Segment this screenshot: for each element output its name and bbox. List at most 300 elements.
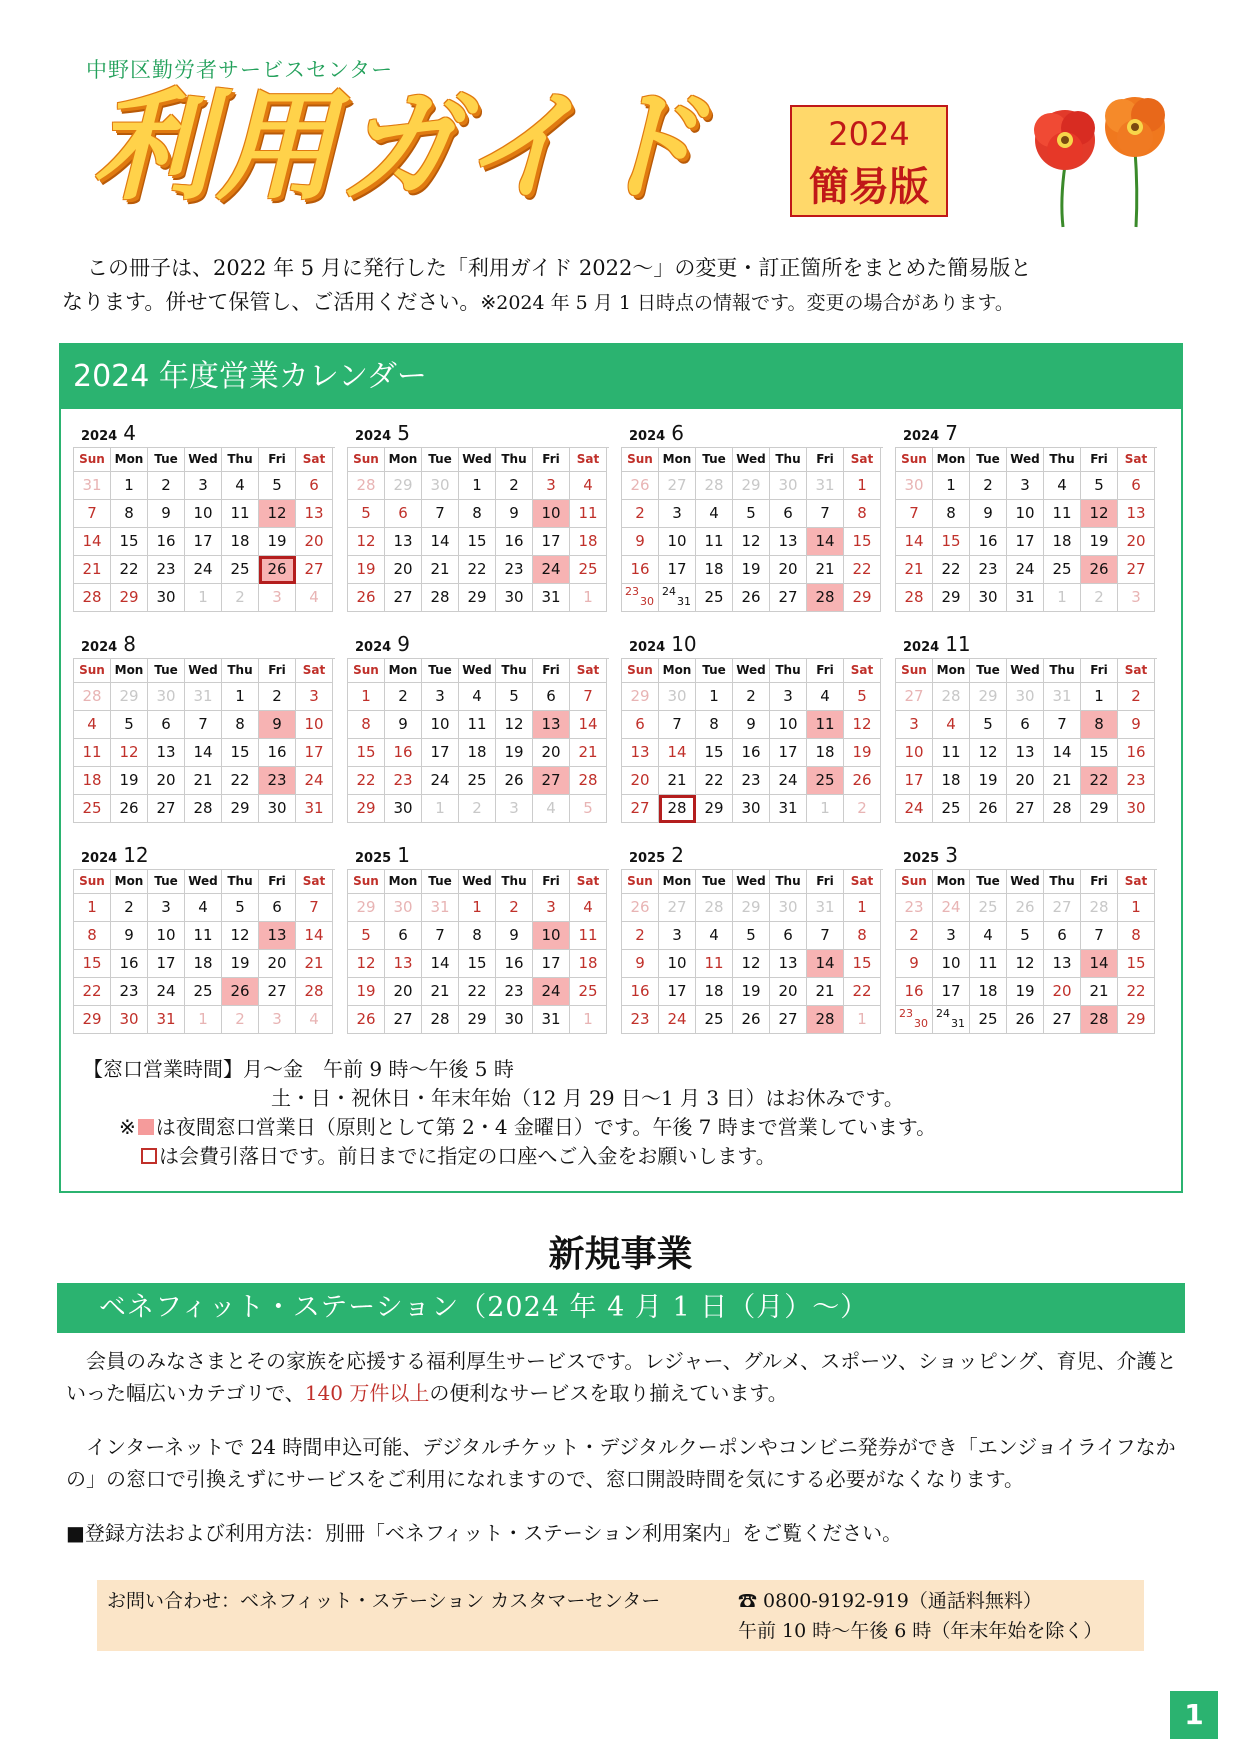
day-cell: 8 [348,711,385,739]
day-cell: 31 [296,795,333,823]
day-cell: 17 [533,528,570,556]
day-cell: 5 [111,711,148,739]
day-cell: 21 [422,556,459,584]
day-cell: 10 [659,950,696,978]
day-cell: 1 [807,795,844,823]
day-cell: 19 [222,950,259,978]
month-grid [73,447,335,612]
day-cell: 9 [111,922,148,950]
day-cell: 1 [1044,584,1081,612]
weekday-header: Wed [459,659,496,683]
day-number: 31 [951,1017,965,1030]
day-cell: 12 [733,528,770,556]
day-cell: 18 [570,528,607,556]
night-service-day-cell: 23 [259,767,296,795]
day-cell: 5 [970,711,1007,739]
weekday-header: Tue [148,448,185,472]
day-cell-double [896,1006,933,1034]
night-service-day-cell: 14 [807,528,844,556]
day-cell: 24 [896,795,933,823]
day-cell: 2 [622,922,659,950]
day-cell: 1 [844,1006,881,1034]
day-cell: 31 [807,894,844,922]
day-cell: 23 [733,767,770,795]
day-cell: 12 [496,711,533,739]
day-cell: 28 [696,472,733,500]
day-cell: 2 [1081,584,1118,612]
month-year: 2024 [81,851,118,866]
day-cell: 3 [422,683,459,711]
month-2024-12 [73,843,335,1039]
day-cell: 16 [111,950,148,978]
weekday-header: Sat [844,870,881,894]
benefit-station-bar: ベネフィット・ステーション（2024 年 4 月 1 日（月）～） [57,1283,1185,1333]
day-cell: 5 [844,683,881,711]
day-cell: 29 [1118,1006,1155,1034]
month-grid [621,658,883,823]
day-cell: 28 [933,683,970,711]
day-cell: 20 [1118,528,1155,556]
day-cell: 12 [222,922,259,950]
day-cell: 1 [185,1006,222,1034]
night-service-day-cell: 24 [533,978,570,1006]
contact-hours: 午前 10 時～午後 6 時（年末年始を除く） [738,1620,1103,1642]
day-cell: 20 [622,767,659,795]
day-cell: 7 [807,500,844,528]
day-cell: 12 [1007,950,1044,978]
month-grid [895,658,1157,823]
weekday-header: Fri [807,659,844,683]
day-cell: 10 [422,711,459,739]
day-cell: 8 [459,500,496,528]
weekday-header: Sat [1118,870,1155,894]
day-cell: 25 [1044,556,1081,584]
day-cell: 14 [422,950,459,978]
day-cell: 11 [570,500,607,528]
day-cell: 2 [222,584,259,612]
weekday-header: Tue [148,659,185,683]
day-cell: 27 [770,1006,807,1034]
day-cell: 3 [259,584,296,612]
day-cell: 30 [148,584,185,612]
day-cell: 6 [385,922,422,950]
day-cell: 11 [222,500,259,528]
day-cell: 17 [185,528,222,556]
day-cell: 31 [807,472,844,500]
weekday-header: Wed [185,870,222,894]
day-cell: 1 [1118,894,1155,922]
day-cell: 10 [185,500,222,528]
day-cell: 26 [496,767,533,795]
day-cell: 3 [185,472,222,500]
day-cell: 20 [385,556,422,584]
weekday-header: Thu [222,659,259,683]
month-header [73,632,335,658]
day-number: 30 [914,1017,928,1030]
calendar-panel [59,343,1183,1193]
day-cell: 17 [933,978,970,1006]
month-2024-5 [347,421,609,617]
day-cell: 27 [385,1006,422,1034]
month-header [347,421,609,447]
weekday-header: Tue [696,448,733,472]
month-header [73,843,335,869]
day-cell: 24 [659,1006,696,1034]
weekday-header: Sat [570,448,607,472]
day-cell: 5 [496,683,533,711]
day-cell: 29 [385,472,422,500]
day-cell: 20 [1007,767,1044,795]
day-cell: 3 [1007,472,1044,500]
month-grid [895,869,1157,1034]
day-cell: 23 [496,978,533,1006]
day-cell: 29 [696,795,733,823]
day-cell: 28 [1044,795,1081,823]
day-cell: 20 [770,556,807,584]
day-cell: 10 [1007,500,1044,528]
day-cell: 9 [970,500,1007,528]
night-service-day-cell: 28 [807,1006,844,1034]
day-cell: 1 [111,472,148,500]
day-cell: 17 [296,739,333,767]
day-cell: 22 [1118,978,1155,1006]
weekday-header: Thu [1044,659,1081,683]
day-cell: 26 [1007,894,1044,922]
day-cell: 28 [348,472,385,500]
intro-line-2: なります。併せて保管し、ご活用ください。※2024 年 5 月 1 日時点の情報です。変更の場合があります。 [62,290,1014,314]
weekday-header: Sun [74,659,111,683]
night-service-day-cell: 14 [807,950,844,978]
day-cell: 24 [185,556,222,584]
org-name: 中野区勤労者サービスセンター [86,58,394,82]
weekday-header: Sun [622,448,659,472]
day-cell: 7 [659,711,696,739]
day-cell: 28 [570,767,607,795]
day-cell: 29 [622,683,659,711]
weekday-header: Thu [496,659,533,683]
day-cell: 31 [185,683,222,711]
month-grid [621,447,883,612]
day-cell: 6 [385,500,422,528]
weekday-header: Tue [148,870,185,894]
day-cell: 18 [74,767,111,795]
day-cell: 12 [348,950,385,978]
day-cell: 30 [1118,795,1155,823]
day-cell: 7 [185,711,222,739]
day-cell: 2 [896,922,933,950]
day-cell: 6 [148,711,185,739]
day-cell: 16 [896,978,933,1006]
month-2025-2 [621,843,883,1039]
day-cell: 8 [111,500,148,528]
calendar-notes [83,1055,1163,1171]
day-cell: 1 [696,683,733,711]
day-number: 23 [625,585,639,598]
month-year: 2025 [355,851,392,866]
day-cell: 6 [296,472,333,500]
day-cell: 12 [970,739,1007,767]
day-cell: 22 [111,556,148,584]
day-cell: 24 [422,767,459,795]
page-title: 利用ガイド [92,78,709,217]
day-cell: 29 [733,472,770,500]
month-2025-3 [895,843,1157,1039]
day-cell: 18 [459,739,496,767]
day-cell: 17 [896,767,933,795]
weekday-header: Sat [844,659,881,683]
weekday-header: Mon [111,870,148,894]
month-header [621,421,883,447]
calendar-title: 2024 年度営業カレンダー [61,345,1181,409]
poppy-flowers-illustration [1030,95,1180,230]
day-cell: 18 [933,767,970,795]
contact-box [97,1580,1144,1651]
day-cell: 4 [933,711,970,739]
weekday-header: Thu [770,659,807,683]
day-cell: 1 [459,472,496,500]
weekday-header: Wed [185,448,222,472]
day-cell: 5 [348,922,385,950]
month-number: 2 [671,843,684,867]
day-cell: 5 [1007,922,1044,950]
day-cell: 18 [696,556,733,584]
day-cell: 4 [1044,472,1081,500]
day-cell: 5 [348,500,385,528]
day-cell: 13 [296,500,333,528]
weekday-header: Mon [111,448,148,472]
day-cell: 19 [111,767,148,795]
day-cell: 4 [296,1006,333,1034]
day-cell: 1 [844,894,881,922]
night-note-line: ※ は夜間窓口営業日（原則として第 2・4 金曜日）です。午後 7 時まで営業しています。 [119,1115,937,1139]
day-cell: 17 [422,739,459,767]
edition-badge [790,105,948,217]
day-cell: 11 [570,922,607,950]
day-cell: 1 [570,1006,607,1034]
day-cell: 7 [570,683,607,711]
day-cell: 19 [348,978,385,1006]
day-cell: 29 [348,795,385,823]
month-year: 2024 [355,640,392,655]
day-cell: 17 [533,950,570,978]
day-cell: 16 [148,528,185,556]
day-cell: 9 [496,922,533,950]
day-cell: 21 [1081,978,1118,1006]
day-cell: 29 [111,683,148,711]
day-cell: 3 [259,1006,296,1034]
day-cell: 2 [733,683,770,711]
day-cell: 22 [844,556,881,584]
day-cell: 1 [422,795,459,823]
month-header [895,632,1157,658]
weekday-header: Mon [659,659,696,683]
day-cell: 7 [1081,922,1118,950]
contact-phone: ☎ 0800-9192-919（通話料無料） [738,1590,1042,1612]
day-cell: 29 [222,795,259,823]
weekday-header: Thu [222,448,259,472]
day-cell: 30 [496,1006,533,1034]
weekday-header: Sat [570,659,607,683]
day-cell: 25 [696,1006,733,1034]
night-service-day-cell: 12 [259,500,296,528]
month-year: 2024 [355,429,392,444]
day-cell: 15 [933,528,970,556]
day-cell: 27 [770,584,807,612]
intro-note: ※2024 年 5 月 1 日時点の情報です。変更の場合があります。 [480,292,1014,314]
day-cell: 8 [1118,922,1155,950]
month-number: 8 [123,632,136,656]
weekday-header: Wed [459,448,496,472]
day-cell: 27 [1007,795,1044,823]
day-cell: 6 [1118,472,1155,500]
day-cell: 21 [807,556,844,584]
day-cell: 22 [459,978,496,1006]
debit-day-cell: 28 [659,795,696,823]
day-cell: 26 [348,1006,385,1034]
debit-note-line: は会費引落日です。前日までに指定の口座へご入金をお願いします。 [83,1142,1163,1171]
day-cell: 7 [296,894,333,922]
day-cell-double [622,584,659,612]
month-number: 7 [945,421,958,445]
day-cell: 1 [185,584,222,612]
day-cell: 5 [1081,472,1118,500]
day-cell: 14 [896,528,933,556]
day-cell: 19 [733,978,770,1006]
day-cell: 28 [296,978,333,1006]
day-cell: 22 [696,767,733,795]
weekday-header: Thu [1044,448,1081,472]
day-cell: 29 [74,1006,111,1034]
day-cell: 20 [385,978,422,1006]
day-cell: 18 [970,978,1007,1006]
weekday-header: Thu [770,870,807,894]
day-cell: 10 [770,711,807,739]
day-cell: 4 [74,711,111,739]
day-cell: 19 [970,767,1007,795]
day-cell: 30 [970,584,1007,612]
weekday-header: Wed [1007,659,1044,683]
day-cell: 1 [74,894,111,922]
month-year: 2024 [629,640,666,655]
day-cell: 31 [1007,584,1044,612]
day-cell: 27 [385,584,422,612]
day-cell: 25 [222,556,259,584]
day-cell: 31 [74,472,111,500]
weekday-header: Wed [459,870,496,894]
month-grid [895,447,1157,612]
day-cell: 6 [1044,922,1081,950]
day-cell: 1 [222,683,259,711]
day-cell: 21 [74,556,111,584]
weekday-header: Sun [896,659,933,683]
weekday-header: Sat [296,448,333,472]
month-header [347,843,609,869]
month-year: 2024 [629,429,666,444]
weekday-header: Fri [807,870,844,894]
night-service-day-cell: 26 [222,978,259,1006]
day-cell: 17 [659,978,696,1006]
day-cell: 3 [659,500,696,528]
day-cell: 2 [496,472,533,500]
day-cell: 3 [1118,584,1155,612]
weekday-header: Wed [733,870,770,894]
day-cell: 27 [259,978,296,1006]
day-cell: 6 [1007,711,1044,739]
day-cell: 17 [770,739,807,767]
day-cell: 23 [896,894,933,922]
weekday-header: Mon [385,659,422,683]
day-cell: 28 [185,795,222,823]
day-cell: 16 [385,739,422,767]
day-cell: 29 [111,584,148,612]
day-cell: 21 [1044,767,1081,795]
day-cell: 13 [770,950,807,978]
hours-closed-line: 土・日・祝休日・年末年始（12 月 29 日～1 月 3 日）はお休みです。 [271,1086,904,1110]
day-cell: 25 [74,795,111,823]
weekday-header: Wed [733,448,770,472]
day-cell: 30 [733,795,770,823]
edition-year: 2024 [828,115,910,153]
day-cell: 15 [348,739,385,767]
month-grid [621,869,883,1034]
day-cell: 2 [496,894,533,922]
month-header [73,421,335,447]
day-cell: 30 [148,683,185,711]
day-cell: 14 [570,711,607,739]
day-cell: 30 [385,795,422,823]
day-cell: 22 [844,978,881,1006]
day-cell: 3 [659,922,696,950]
weekday-header: Thu [1044,870,1081,894]
day-cell: 28 [422,1006,459,1034]
weekday-header: Fri [1081,659,1118,683]
day-cell: 30 [259,795,296,823]
day-cell: 14 [422,528,459,556]
month-number: 4 [123,421,136,445]
day-cell: 12 [733,950,770,978]
night-swatch [138,1119,154,1135]
weekday-header: Sun [622,870,659,894]
month-header [621,632,883,658]
day-cell: 11 [1044,500,1081,528]
day-cell: 2 [1118,683,1155,711]
night-service-day-cell: 26 [1081,556,1118,584]
day-cell: 31 [1044,683,1081,711]
day-cell: 2 [148,472,185,500]
day-cell: 1 [933,472,970,500]
contact-label: お問い合わせ：ベネフィット・ステーション カスタマーセンター [107,1590,661,1612]
day-cell: 3 [296,683,333,711]
weekday-header: Tue [422,870,459,894]
night-service-day-cell: 12 [1081,500,1118,528]
day-cell: 21 [659,767,696,795]
page-number: 1 [1170,1691,1218,1739]
day-cell: 8 [844,500,881,528]
day-cell: 30 [385,894,422,922]
day-cell: 2 [111,894,148,922]
weekday-header: Fri [533,659,570,683]
day-cell: 17 [1007,528,1044,556]
day-cell: 8 [696,711,733,739]
day-cell: 27 [296,556,333,584]
month-grid [73,869,335,1034]
day-cell: 20 [259,950,296,978]
day-cell: 25 [570,556,607,584]
day-cell: 13 [1007,739,1044,767]
day-cell: 18 [1044,528,1081,556]
day-cell: 2 [844,795,881,823]
day-cell: 30 [111,1006,148,1034]
